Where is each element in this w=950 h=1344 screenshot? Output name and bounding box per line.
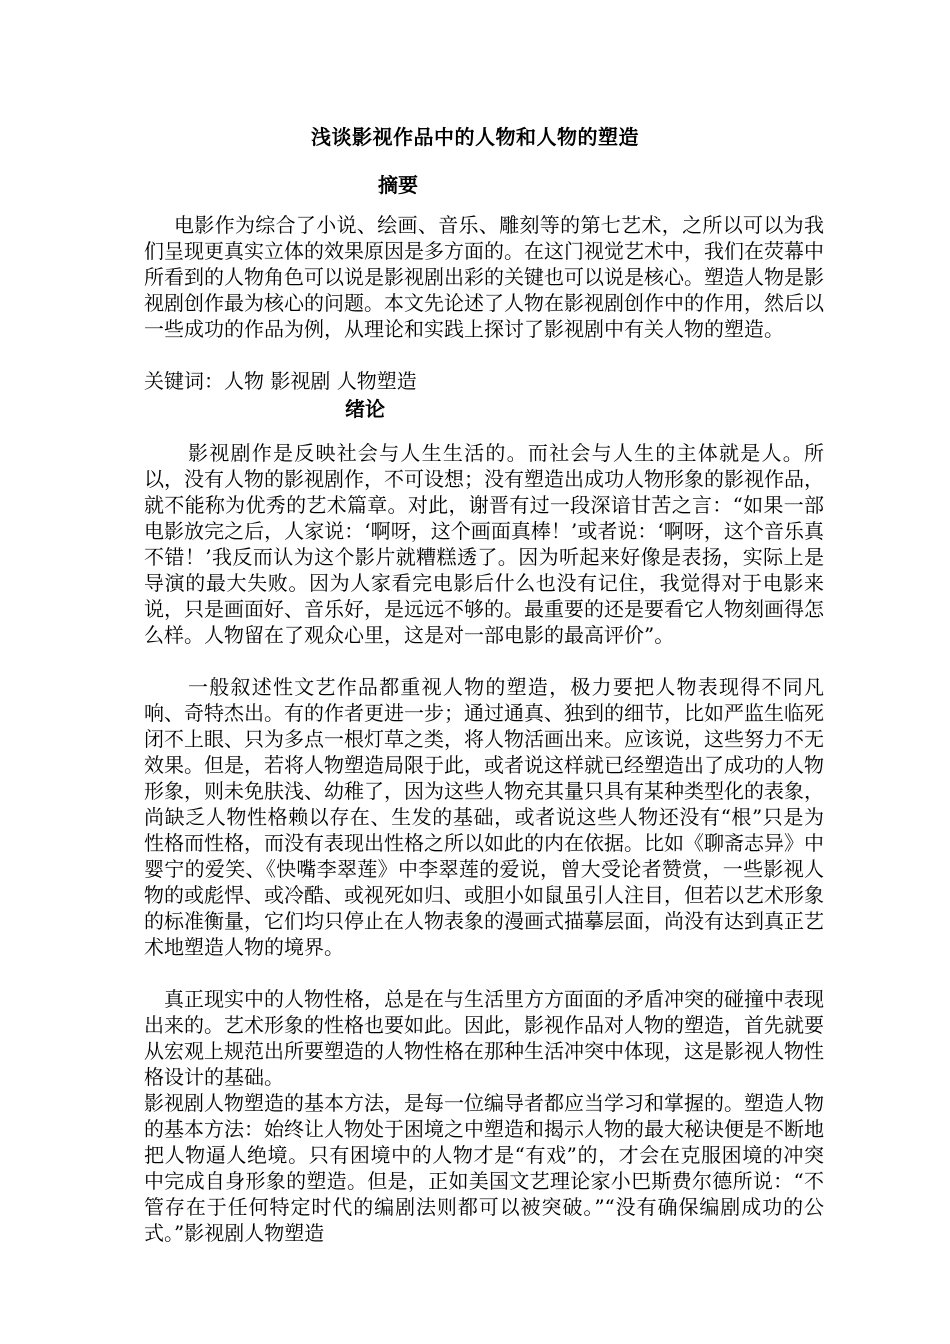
body-paragraph-3: 真正现实中的人物性格，总是在与生活里方方面面的矛盾冲突的碰撞中表现出来的。艺术形象的性格也要如此。因此，影视作品对人物的塑造，首先就要从宏观上规范出所要塑造的人物性格在那种生活冲突中体现，这是影视人物性格设计的基础。: [144, 987, 824, 1089]
keywords-line: 关键词：人物 影视剧 人物塑造: [144, 369, 417, 393]
body-paragraph-2: 一般叙述性文艺作品都重视人物的塑造，极力要把人物表现得不同凡响、奇特杰出。有的作者更进一步；通过通真、独到的细节，比如严监生临死闭不上眼、只为多点一根灯草之类，将人物活画出来。应该说，这些努力不无效果。但是，若将人物塑造局限于此，或者说这样就已经塑造出了成功的人物形象，则未免肤浅、幼稚了，因为这些人物充其量只具有某种类型化的表象，尚缺乏人物性格赖以存在、生发的基础，或者说这些人物还没有“根”只是为性格而性格，而没有表现出性格之所以如此的内在依据。比如《聊斋志异》中婴宁的爱笑、《快嘴李翠莲》中李翠莲的爱说，曾大受论者赞赏，一些影视人物的或彪悍、或冷酷、或视死如归、或胆小如鼠虽引人注目，但若以艺术形象的标准衡量，它们均只停止在人物表象的漫画式描摹层面，尚没有达到真正艺术地塑造人物的境界。: [144, 675, 824, 959]
body-paragraph-1: 影视剧作是反映社会与人生生活的。而社会与人生的主体就是人。所以，没有人物的影视剧作，不可设想；没有塑造出成功人物形象的影视作品，就不能称为优秀的艺术篇章。对此，谢晋有过一段深谙甘苦之言：“如果一部电影放完之后，人家说：‘啊呀，这个画面真棒！’或者说：‘啊呀，这个音乐真不错！’我反而认为这个影片就糟糕透了。因为听起来好像是表扬，实际上是导演的最大失败。因为人家看完电影后什么也没有记住，我觉得对于电影来说，只是画面好、音乐好，是远远不够的。最重要的还是要看它人物刻画得怎么样。人物留在了观众心里，这是对一部电影的最高评价”。: [144, 441, 824, 647]
abstract-paragraph: 电影作为综合了小说、绘画、音乐、雕刻等的第七艺术，之所以可以为我们呈现更真实立体的效果原因是多方面的。在这门视觉艺术中，我们在荧幕中所看到的人物角色可以说是影视剧出彩的关键也可以说是核心。塑造人物是影视剧创作最为核心的问题。本文先论述了人物在影视剧创作中的作用，然后以一些成功的作品为例，从理论和实践上探讨了影视剧中有关人物的塑造。: [144, 213, 824, 341]
abstract-heading: 摘要: [378, 173, 418, 197]
body-paragraph-4: 影视剧人物塑造的基本方法，是每一位编导者都应当学习和掌握的。塑造人物的基本方法：始终让人物处于困境之中塑造和揭示人物的最大秘诀便是不断地把人物逼人绝境。只有困境中的人物才是“有戏”的，才会在克服困境的冲突中完成自身形象的塑造。但是，正如美国文艺理论家小巴斯费尔德所说：“不管存在于任何特定时代的编剧法则都可以被突破。”“没有确保编剧成功的公式。”影视剧人物塑造: [144, 1091, 824, 1245]
introduction-heading: 绪论: [345, 397, 385, 421]
document-title: 浅谈影视作品中的人物和人物的塑造: [311, 125, 639, 149]
